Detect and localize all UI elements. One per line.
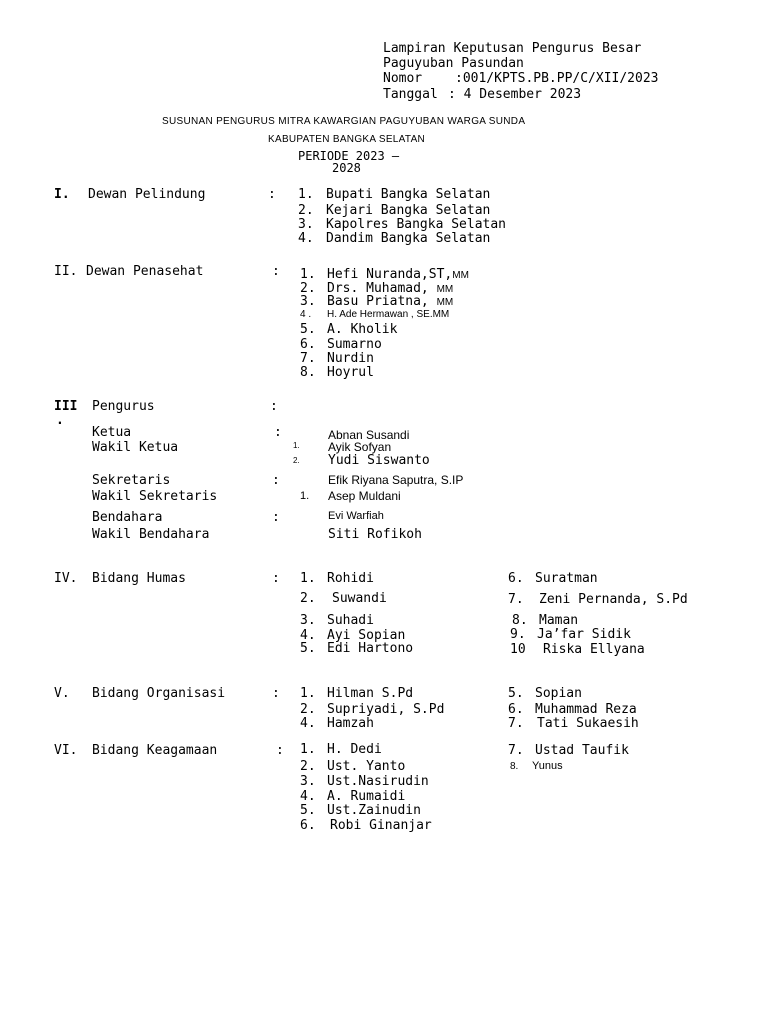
list-item: Tati Sukaesih <box>537 716 639 731</box>
list-num: 1. <box>300 571 316 586</box>
person-title: MM <box>436 297 454 308</box>
title-line-3: PERIODE 2023 – <box>298 149 400 163</box>
tanggal-label: Tanggal <box>383 87 438 102</box>
list-item: H. Dedi <box>327 742 382 757</box>
ketua-label: Ketua <box>92 425 132 440</box>
section-roman: I. <box>54 187 70 202</box>
title-line-1: SUSUNAN PENGURUS MITRA KAWARGIAN PAGUYUBAN WARGA SUNDA <box>162 116 526 127</box>
list-item: Robi Ginanjar <box>330 818 432 833</box>
list-num: 5. <box>300 803 316 818</box>
wakil-ketua-name: Yudi Siswanto <box>328 453 430 468</box>
wakil-bendahara-label: Wakil Bendahara <box>92 527 210 542</box>
list-item <box>327 268 469 281</box>
list-num: 7. <box>508 716 524 731</box>
title-line-4: 2028 <box>332 161 361 175</box>
person-title: MM <box>452 270 469 281</box>
list-num: 6. <box>508 571 524 586</box>
list-item: Dandim Bangka Selatan <box>326 231 491 246</box>
person-title: MM <box>436 284 454 295</box>
list-item: Zeni Pernanda, S.Pd <box>539 592 688 607</box>
list-item: Hilman S.Pd <box>327 686 414 701</box>
tanggal-value: : 4 Desember 2023 <box>448 87 582 102</box>
nomor-label: Nomor <box>383 71 423 86</box>
list-item: Ust.Zainudin <box>327 803 421 818</box>
section-title: Dewan Pelindung <box>88 187 206 202</box>
list-item: Ayi Sopian <box>327 628 406 643</box>
ketua-name: Abnan Susandi <box>328 428 410 442</box>
section-colon: : <box>270 399 278 414</box>
list-num: 2. <box>300 281 316 296</box>
section-title: Bidang Keagamaan <box>92 743 218 758</box>
title-line-2: KABUPATEN BANGKA SELATAN <box>268 134 426 145</box>
list-num: 4. <box>298 231 314 246</box>
section-colon: : <box>268 187 276 202</box>
person-name: Hefi Nuranda,ST, <box>327 267 453 282</box>
list-item: A. Kholik <box>327 322 398 337</box>
list-item: Suratman <box>535 571 598 586</box>
list-item: Ustad Taufik <box>535 743 629 758</box>
section-title: Dewan Penasehat <box>86 264 204 279</box>
wakil-sekretaris-name: Asep Muldani <box>328 489 401 503</box>
list-num: 5. <box>300 322 316 337</box>
section-roman: IV. <box>54 571 78 586</box>
list-num: 3. <box>300 294 316 309</box>
section-roman: V. <box>54 686 70 701</box>
list-num: 7. <box>508 743 524 758</box>
person-name: Basu Priatna, <box>327 294 429 309</box>
list-num: 4 . <box>300 309 312 320</box>
list-num: 3. <box>300 613 316 628</box>
list-num: 10 <box>510 642 526 657</box>
list-item: Ja’far Sidik <box>537 627 631 642</box>
list-num: 1. <box>298 187 314 202</box>
list-item: Hoyrul <box>327 365 374 380</box>
header-line-2: Paguyuban Pasundan <box>383 56 524 71</box>
wakil-bendahara-name: Siti Rofikoh <box>328 527 422 542</box>
list-item: Edi Hartono <box>327 641 414 656</box>
list-num: 5. <box>508 686 524 701</box>
wakil-sekretaris-label: Wakil Sekretaris <box>92 489 218 504</box>
section-title: Bidang Humas <box>92 571 186 586</box>
list-num: 8. <box>510 761 519 772</box>
list-num: 1. <box>300 490 310 502</box>
list-item: Muhammad Reza <box>535 702 637 717</box>
section-colon: : <box>272 571 280 586</box>
sekretaris-label: Sekretaris <box>92 473 171 488</box>
list-num: 2. <box>293 456 300 465</box>
list-num: 6. <box>300 818 316 833</box>
list-item: A. Rumaidi <box>327 789 406 804</box>
list-item <box>327 295 453 308</box>
section-colon: : <box>272 686 280 701</box>
sekretaris-colon: : <box>272 473 280 488</box>
section-colon: : <box>276 743 284 758</box>
list-item: Suhadi <box>327 613 374 628</box>
list-num: 1. <box>300 267 316 282</box>
wakil-ketua-name: Ayik Sofyan <box>328 440 392 454</box>
list-num: 9. <box>510 627 526 642</box>
list-item: Supriyadi, S.Pd <box>327 702 445 717</box>
list-num: 4. <box>300 789 316 804</box>
list-item: Kapolres Bangka Selatan <box>326 217 507 232</box>
ketua-colon: : <box>274 425 282 440</box>
list-item: Sumarno <box>327 337 382 352</box>
list-num: 2. <box>298 203 314 218</box>
list-item: Ust. Yanto <box>327 759 406 774</box>
list-item: Riska Ellyana <box>543 642 645 657</box>
list-item: Suwandi <box>332 591 387 606</box>
list-item: Kejari Bangka Selatan <box>326 203 491 218</box>
section-roman: III <box>54 399 78 414</box>
list-item: Nurdin <box>327 351 374 366</box>
section-roman-dot: . <box>56 413 64 428</box>
bendahara-colon: : <box>272 510 280 525</box>
section-roman: VI. <box>54 743 78 758</box>
bendahara-label: Bendahara <box>92 510 163 525</box>
list-num: 3. <box>298 217 314 232</box>
list-num: 4. <box>300 628 316 643</box>
list-num: 2. <box>300 702 316 717</box>
list-num: 2. <box>300 759 316 774</box>
list-num: 8. <box>512 613 528 628</box>
list-num: 6. <box>508 702 524 717</box>
list-num: 5. <box>300 641 316 656</box>
section-colon: : <box>272 264 280 279</box>
section-roman: II. <box>54 264 78 279</box>
list-num: 8. <box>300 365 316 380</box>
sekretaris-name: Efik Riyana Saputra, S.IP <box>328 473 464 487</box>
list-num: 1. <box>293 441 300 450</box>
bendahara-name: Evi Warfiah <box>328 510 384 522</box>
list-num: 1. <box>300 686 316 701</box>
list-item: H. Ade Hermawan , SE.MM <box>327 309 450 320</box>
nomor-value: :001/KPTS.PB.PP/C/XII/2023 <box>455 71 659 86</box>
list-num: 7. <box>300 351 316 366</box>
person-name: Drs. Muhamad, <box>327 281 429 296</box>
section-title: Pengurus <box>92 399 155 414</box>
list-item: Sopian <box>535 686 582 701</box>
list-num: 2. <box>300 591 316 606</box>
list-item: Bupati Bangka Selatan <box>326 187 491 202</box>
list-num: 7. <box>508 592 524 607</box>
list-num: 3. <box>300 774 316 789</box>
list-num: 4. <box>300 716 316 731</box>
list-item: Rohidi <box>327 571 374 586</box>
list-num: 6. <box>300 337 316 352</box>
list-item: Hamzah <box>327 716 374 731</box>
list-item: Yunus <box>532 760 563 772</box>
header-line-1: Lampiran Keputusan Pengurus Besar <box>383 41 642 56</box>
list-item: Maman <box>539 613 579 628</box>
wakil-ketua-label: Wakil Ketua <box>92 440 179 455</box>
list-item: Ust.Nasirudin <box>327 774 429 789</box>
list-num: 1. <box>300 742 316 757</box>
section-title: Bidang Organisasi <box>92 686 226 701</box>
